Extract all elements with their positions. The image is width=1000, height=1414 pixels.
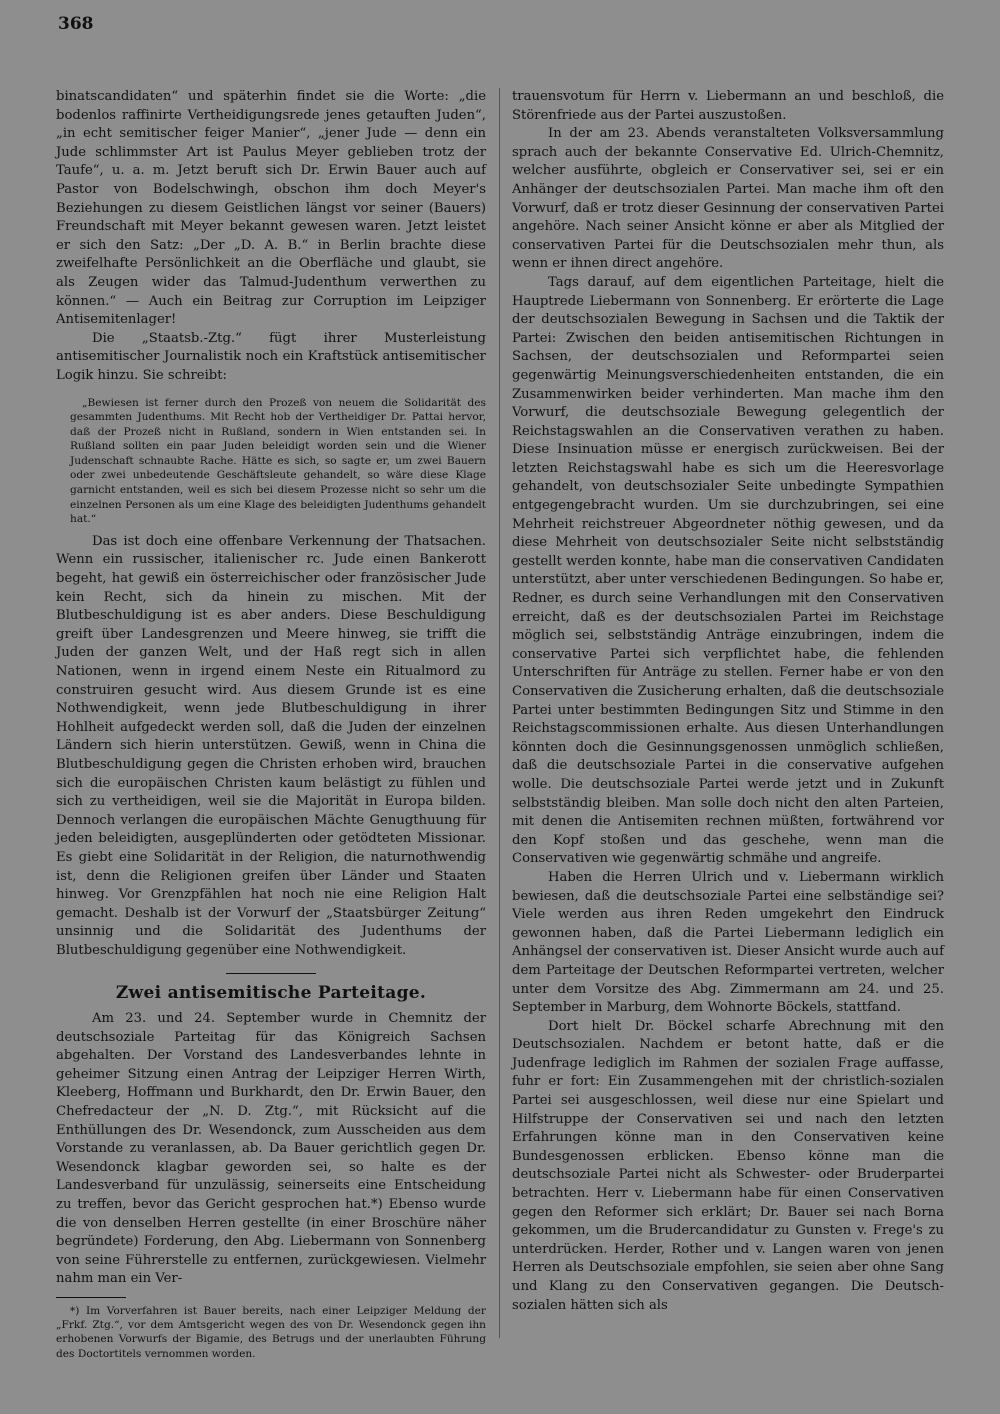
block-quote: „Bewiesen ist ferner durch den Prozeß von neuem die Solidarität des gesammten Judenthums. Mit Recht hob der Vertheidiger Dr. Pattai hervor, daß der Prozeß nicht in Rußland, sondern in Wien entstanden sei. In Rußland sollten ein paar Juden beleidigt worden sein und die Wiener Judenschaft schnaubte Rache. Hätte es sich, so sagte er, um zwei Bauern oder zwei unbedeutende Geschäftsleute gehandelt, so wäre diese Klage garnicht entstanden, weil es sich bei diesem Prozesse nicht so sehr um die einzelnen Personen als um eine Klage des beleidigten Judenthums gehandelt hat.“: [70, 396, 486, 526]
page-number: 368: [58, 14, 94, 34]
footnote-divider: [56, 1297, 126, 1298]
section-heading: Zwei antisemitische Parteitage.: [115, 982, 427, 1003]
paragraph: Das ist doch eine offenbare Verkennung der Thatsachen. Wenn ein russischer, italienischer rc. Jude einen Bankerott begeht, hat gewiß ein österreichischer oder französischer Jude kein Recht, sich da hinein zu mischen. Mit der Blutbeschuldigung ist es aber anders. Diese Beschuldigung greift über Landesgrenzen und Meere hinweg, sie trifft die Juden der ganzen Welt, und der Haß regt sich in allen Nationen, wenn in irgend einem Neste ein Ritualmord zu construiren gesucht wird. Aus diesem Grunde ist es eine Nothwendigkeit, wenn jede Blutbeschuldigung in ihrer Hohlheit aufgedeckt werden soll, daß die Juden der einzelnen Ländern sich hierin unterstützen. Gewiß, wenn in China die Blutbeschuldigung gegen die Christen erhoben wird, brauchen sich die europäischen Christen kaum belästigt zu fühlen und sich zu vertheidigen, weil sie die Majorität in Europa bilden. Dennoch verlangen die europäischen Mächte Genugthuung für jeden beleidigten, ausgeplünderten oder getödteten Missionar. Es giebt eine Solidarität in der Religion, die naturnothwendig ist, denn die Religionen greifen über Länder und Staaten hinweg. Vor Grenzpfählen hat noch nie eine Religion Halt gemacht. Deshalb ist der Vorwurf der „Staatsbürger Zeitung“ unsinnig und die Solidarität des Judenthums der Blutbeschuldigung gegenüber eine Nothwendigkeit.: [56, 533, 486, 958]
right-column: [512, 88, 944, 1315]
column-divider: [499, 88, 500, 1338]
paragraph: Am 23. und 24. September wurde in Chemnitz der deutschsoziale Parteitag für das Königreich Sachsen abgehalten. Der Vorstand des Landesverbandes lehnte in geheimer Sitzung einen Antrag der Leipziger Herren Wirth, Kleeberg, Hoffmann und Burkhardt, den Dr. Erwin Bauer, den Chefredacteur der „N. D. Ztg.“, mit Rücksicht auf die Enthüllungen des Dr. Wesendonck, zum Ausscheiden aus dem Vorstande zu veranlassen, ab. Da Bauer gerichtlich gegen Dr. Wesendonck klagbar geworden sei, so halte es der Landesverband für unzulässig, seinerseits eine Entscheidung zu treffen, bevor das Gericht gesprochen hat.*) Ebenso wurde die von denselben Herren gestellte (in einer Broschüre näher begründete) Forderung, den Abg. Liebermann von Sonnenberg von seine Führerstelle zu entfernen, zurückgewiesen. Vielmehr nahm man ein Ver-: [56, 1011, 486, 1287]
section-divider: [226, 973, 316, 974]
paragraph: In der am 23. Abends veranstalteten Volksversammlung sprach auch der bekannte Conservative Ed. Ulrich-Chemnitz, welcher ausführte, obgleich er Conservativer sei, sei er ein Anhänger der deutschsozialen Partei. Man mache ihm oft den Vorwurf, daß er trotz dieser Gesinnung der conservativen Partei angehöre. Nach seiner Ansicht könne er aber als Mitglied der conservativen Partei für die Deutschsozialen mehr thun, als wenn er ihnen direct angehöre.: [512, 126, 944, 272]
left-column: [56, 88, 486, 1361]
paragraph: binatscandidaten“ und späterhin findet sie die Worte: „die bodenlos raffinirte Vertheidigungsrede jenes getauften Juden“, „in echt semitischer feiger Manier“, „jener Jude — denn ein Jude schlimmster Art ist Paulus Meyer geblieben trotz der Taufe“, u. a. m. Jetzt beruft sich Dr. Erwin Bauer auch auf Pastor von Bodelschwingh, obschon ihm doch Meyer's Beziehungen zu diesem Geistlichen längst vor seiner (Bauers) Freundschaft mit Meyer bekannt gewesen waren. Jetzt leistet er sich den Satz: „Der „D. A. B.“ in Berlin brachte diese zweifelhafte Persönlichkeit an die Oberfläche und glaubt, sie als Zeugen wider das Talmud-Judenthum verwerthen zu können.“ — Auch ein Beitrag zur Corruption im Leipziger Antisemitenlager!: [56, 89, 486, 328]
paragraph: Dort hielt Dr. Böckel scharfe Abrechnung mit den Deutschsozialen. Nachdem er betont hatte, daß er die Judenfrage lediglich im Rahmen der sozialen Frage auffasse, fuhr er fort: Ein Zusammengehen mit der christlich-sozialen Partei sei ausgeschlossen, weil diese nur eine Spielart und Hilfstruppe der Conservativen sei und nach den letzten Erfahrungen könne man in den Conservativen keine Bundesgenossen erblicken. Ebenso könne man die deutschsoziale Partei nicht als Schwester- oder Bruderpartei betrachten. Herr v. Liebermann habe für einen Conservativen gegen den Reformer sich erklärt; Dr. Bauer sei nach Borna gekommen, um die Brudercandidatur zu Gunsten v. Frege's zu unterdrücken. Herder, Rother und v. Langen waren von jenen Herren als Deutschsoziale empfohlen, sie seien aber ohne Sang und Klang zu den Conservativen gegangen. Die Deutsch-sozialen hätten sich als: [512, 1018, 944, 1313]
footnote: *) Im Vorverfahren ist Bauer bereits, nach einer Leipziger Meldung der „Frkf. Ztg.“, vor dem Amtsgericht wegen des von Dr. Wesendonck gegen ihn erhobenen Vorwurfs der Bigamie, des Betrugs und der unerlaubten Führung des Doctortitels vernommen worden.: [56, 1305, 486, 1360]
paragraph: Tags darauf, auf dem eigentlichen Parteitage, hielt die Hauptrede Liebermann von Sonnenberg. Er erörterte die Lage der deutschsozialen Bewegung in Sachsen und die Taktik der Partei: Zwischen den beiden antisemitischen Richtungen in Sachsen, der deutschsozialen und Reformpartei seien gegenwärtig Meinungsverschiedenheiten entstanden, die ein Zusammenwirken beider verhinderten. Man mache ihm den Vorwurf, die deutschsoziale Bewegung gelegentlich der Reichstagswahlen an die Conservativen verathen zu haben. Diese Insinuation müsse er energisch zurückweisen. Bei der letzten Reichstagswahl habe es sich um die Heeresvorlage gehandelt, von deutschsozialer Seite unbedingte Sympathien entgegengebracht wurden. Um sie durchzubringen, sei eine Mehrheit reichstreuer Abgeordneter nöthig gewesen, und da diese Mehrheit von deutschsozialer Seite nicht selbstständig gestellt werden konnte, habe man die conservativen Candidaten unterstützt, aber unter verschiedenen Bedingungen. So habe er, Redner, es durch seine Verhandlungen mit den Conservativen erreicht, daß es der deutschsozialen Partei im Reichstage möglich sei, selbstständig Anträge einzubringen, indem die conservative Partei sich verpflichtet habe, die fehlenden Unterschriften für Anträge zu stellen. Ferner habe er von den Conservativen die Zusicherung erhalten, daß die deutschsoziale Partei unter bestimmten Bedingungen Sitz und Stimme in den Reichstagscommissionen erhalte. Aus diesen Unterhandlungen könnten doch die Gesinnungsgenossen unmöglich schließen, daß die deutschsoziale Partei in die conservative aufgehen wolle. Die deutschsoziale Partei werde jetzt und in Zukunft selbstständig bleiben. Man solle doch nicht den alten Parteien, mit denen die Antisemiten rechnen müßten, fortwährend vor den Kopf stoßen und das geschehe, wenn man die Conservativen wie gegenwärtig schmähe und angreife.: [512, 274, 944, 867]
paragraph: trauensvotum für Herrn v. Liebermann an und beschloß, die Störenfriede aus der Partei auszustoßen.: [512, 89, 944, 123]
paragraph: Haben die Herren Ulrich und v. Liebermann wirklich bewiesen, daß die deutschsoziale Partei eine selbständige sei? Viele werden aus ihren Reden umgekehrt den Eindruck gewonnen haben, daß die Partei Liebermann lediglich ein Anhängsel der conservativen ist. Dieser Ansicht wurde auch auf dem Parteitage der Deutschen Reformpartei vertreten, welcher unter dem Vorsitze des Abg. Zimmermann am 24. und 25. September in Marburg, dem Wohnorte Böckels, stattfand.: [512, 869, 944, 1016]
paragraph: Die „Staatsb.-Ztg.“ fügt ihrer Musterleistung antisemitischer Journalistik noch ein Kraftstück antisemitischer Logik hinzu. Sie schreibt:: [56, 330, 486, 383]
